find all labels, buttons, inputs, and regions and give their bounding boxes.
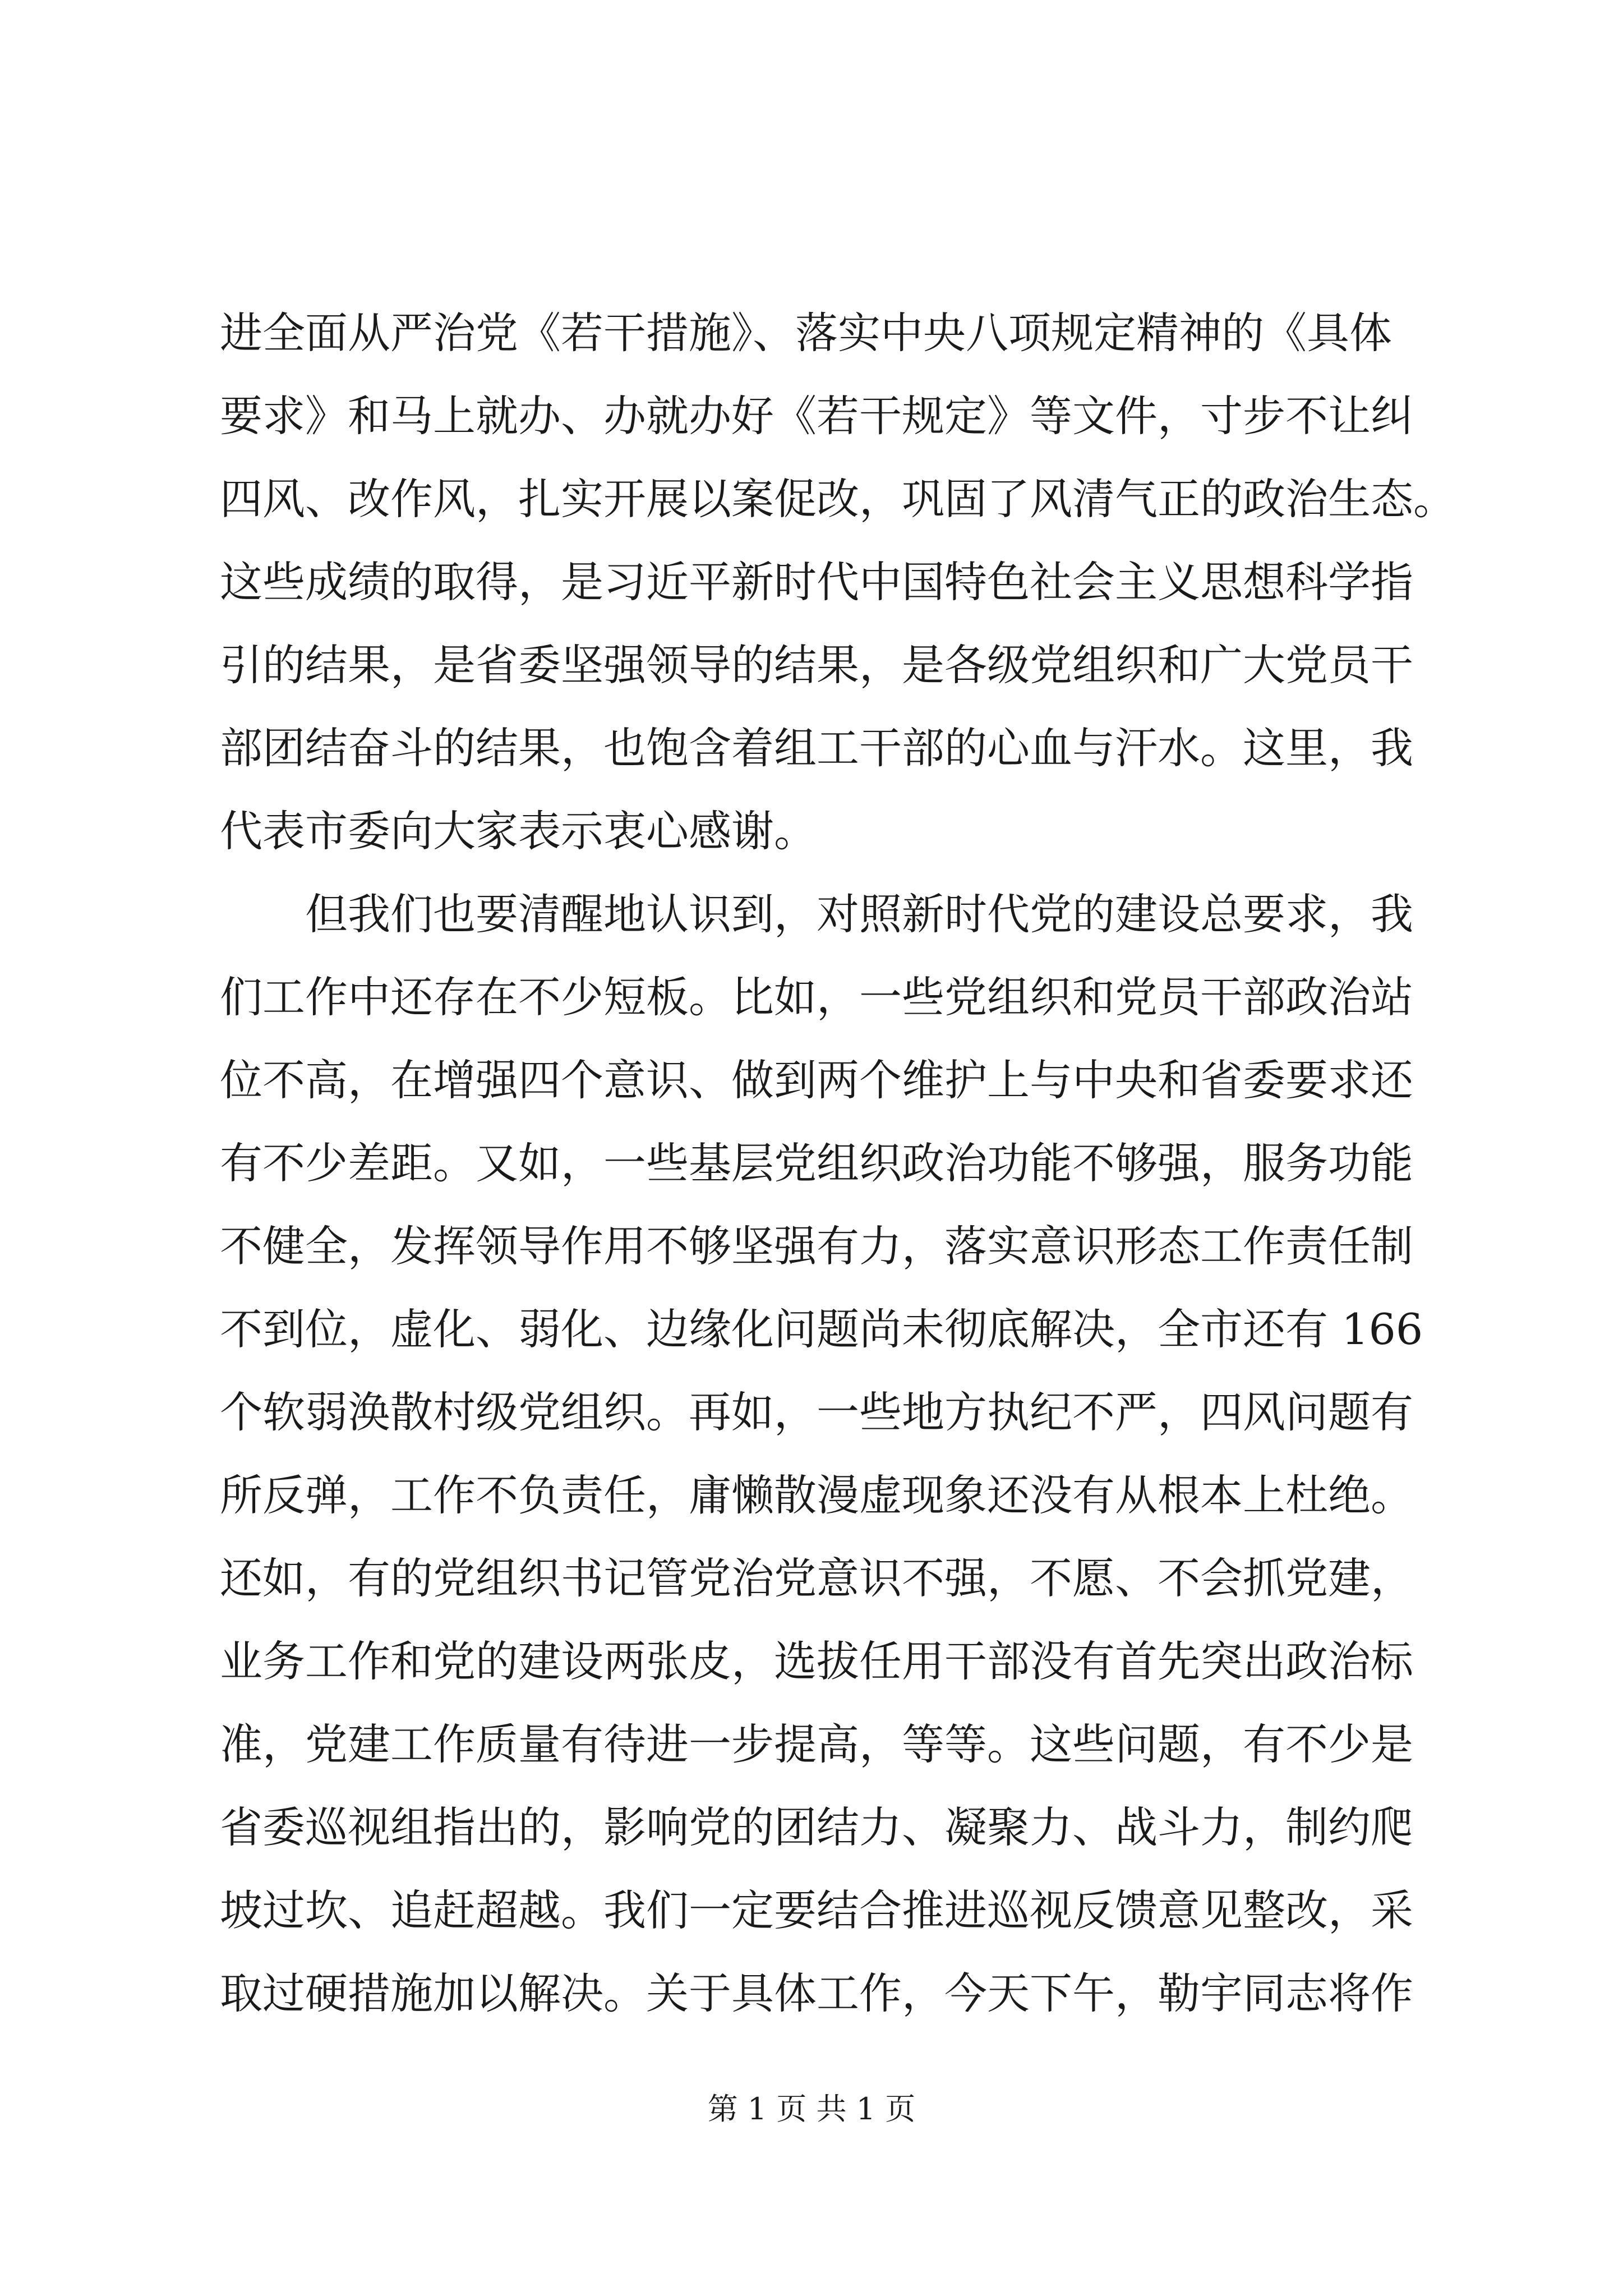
text-line: 代表市委向大家表示衷心感谢。 [220, 806, 817, 856]
text-line: 这些成绩的取得，是习近平新时代中国特色社会主义思想科学指 [220, 557, 1413, 607]
text-line: 们工作中还存在不少短板。比如，一些党组织和党员干部政治站 [220, 972, 1413, 1022]
text-line: 还如，有的党组织书记管党治党意识不强，不愿、不会抓党建， [220, 1553, 1413, 1603]
body-text [220, 292, 1456, 2035]
text-line: 准，党建工作质量有待进一步提高，等等。这些问题，有不少是 [220, 1719, 1413, 1769]
text-line: 有不少差距。又如，一些基层党组织政治功能不够强，服务功能 [220, 1138, 1413, 1188]
text-line: 部团结奋斗的结果，也饱含着组工干部的心血与汗水。这里，我 [220, 723, 1413, 773]
text-line: 进全面从严治党《若干措施》、落实中央八项规定精神的《具体 [220, 308, 1392, 358]
text-line: 省委巡视组指出的，影响党的团结力、凝聚力、战斗力，制约爬 [220, 1802, 1413, 1852]
text-line: 四风、改作风，扎实开展以案促改，巩固了风清气正的政治生态。 [220, 474, 1456, 524]
text-line: 引的结果，是省委坚强领导的结果，是各级党组织和广大党员干 [220, 640, 1413, 690]
text-line: 个软弱涣散村级党组织。再如，一些地方执纪不严，四风问题有 [220, 1387, 1413, 1437]
text-line: 但我们也要清醒地认识到，对照新时代党的建设总要求，我 [305, 889, 1413, 939]
text-line: 所反弹，工作不负责任，庸懒散漫虚现象还没有从根本上杜绝。 [220, 1470, 1413, 1520]
text-line: 不到位，虚化、弱化、边缘化问题尚未彻底解决，全市还有 166 [220, 1304, 1423, 1354]
text-line: 位不高，在增强四个意识、做到两个维护上与中央和省委要求还 [220, 1055, 1413, 1105]
text-line: 不健全，发挥领导作用不够坚强有力，落实意识形态工作责任制 [220, 1221, 1413, 1271]
page-number: 第 1 页 共 1 页 [707, 2091, 916, 2127]
text-line: 业务工作和党的建设两张皮，选拔任用干部没有首先突出政治标 [220, 1636, 1413, 1686]
page-footer [0, 2087, 1623, 2132]
text-line: 要求》和马上就办、办就办好《若干规定》等文件，寸步不让纠 [220, 391, 1413, 441]
text-line: 坡过坎、追赶超越。我们一定要结合推进巡视反馈意见整改，采 [220, 1885, 1413, 1935]
text-line: 取过硬措施加以解决。关于具体工作，今天下午，勒宇同志将作 [220, 1968, 1413, 2018]
